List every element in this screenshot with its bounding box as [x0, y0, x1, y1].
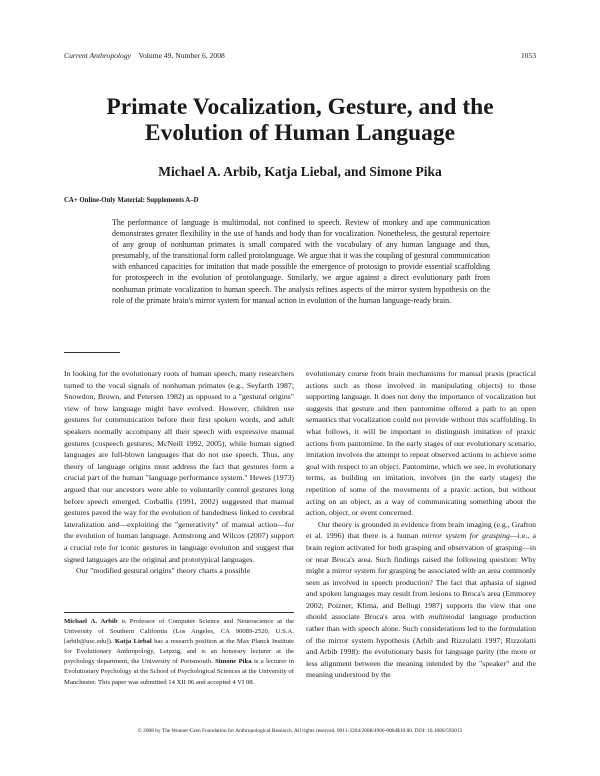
- emphasis: multimodal: [428, 612, 465, 622]
- body-paragraph: [306, 519, 536, 681]
- body-paragraph: In looking for the evolutionary roots of human speech, many researchers turned to the vocal signals of nonhuman primates (e.g., Seyfarth 1987; Snowdon, Brown, and Petersen 1982) as opposed to a "gestural origins" view of how language might have evolved. However, children use gestures for communication before their first spoken words, and adult speakers normally accompany all their speech with expressive manual gestures (cospeech gestures; McNeill 1992, 2005), while human signed languages are full-blown languages that do not use speech. Thus, any theory of language origins must address the fact that gestures form a crucial part of the human "language performance system." Hewes (1973) argued that our ancestors were able to voluntarily control gestures long before speech emerged. Corballis (1991, 2002) suggested that manual gestures paved the way for the evolution of handedness linked to cerebral lateralization and—exploiting the "generativity" of manual action—for the evolution of human language. Armstrong and Wilcox (2007) support a crucial role for iconic gestures in language evolution and suggest that signed languages are the original and prototypical languages.: [64, 369, 294, 564]
- text-run: Our theory is grounded in evidence from brain imaging (e.g., Grafton et al. 1996) that there is a human: [306, 519, 536, 541]
- title-line-1: Primate Vocalization, Gesture, and the: [106, 94, 494, 120]
- running-head: [64, 51, 536, 60]
- bio-text: is a lecturer in Evolutionary Psychology at the School of Psychological Sciences at the University of Manchester. This paper was submitted 14 XII 06 and accepted 4 VI 08.: [64, 658, 294, 686]
- volume-info: Volume 49, Number 6, 2008: [138, 51, 225, 60]
- article-title: [40, 94, 560, 146]
- author-name: Simone Pika: [215, 658, 252, 666]
- supplement-note: CA+ Online-Only Material: Supplements A–D: [64, 197, 199, 204]
- author-name: Michael A. Arbib: [64, 618, 118, 625]
- text-run: language production rather than with speech alone. Such considerations led to the formulation of the mirror system hypothesis (Arbib and Rizzolatti 1997; Rizzolatti and Arbib 1998): the evolutionary basis for language parity (the more or less alignment between the meaning intended by the "speaker" and the meaning understood by the: [306, 612, 537, 680]
- title-line-2: Evolution of Human Language: [144, 120, 456, 146]
- footnote-divider: [64, 612, 294, 613]
- journal-name: Current Anthropology: [64, 51, 132, 60]
- page-number: 1053: [520, 51, 536, 60]
- bio-text: is Professor of Computer Science and Neuroscience at the University of Southern California (Los Angeles, CA 90089-2520, U.S.A. [arbib@usc.edu]).: [64, 618, 295, 646]
- text-run: —i.e., a brain region activated for both grasping and observation of grasping—in or near Broca's area. Such findings raised the following question: Why might a mirror system for grasping be associated with an area commonly seen as involved in speech production? The fact that aphasia of signed and spoken languages may result from lesions to Broca's area (Emmorey 2002; Poizner, Klima, and Bellugi 1987) supports the view that one should associate Broca's area with: [306, 531, 536, 622]
- author-name: Katja Liebal: [114, 638, 152, 646]
- author-bio: [64, 617, 294, 688]
- author-list: Michael A. Arbib, Katja Liebal, and Simone Pika: [158, 164, 442, 179]
- body-column-left: [64, 368, 294, 577]
- copyright-footer: © 2008 by The Wenner-Gren Foundation for Anthropological Research. All rights reserved. 0011-3204/2008/4906-0004$10.00. DOI: 10.1086/593015: [137, 728, 463, 734]
- abstract: The performance of language is multimodal, not confined to speech. Review of monkey and ape communication demonstrates greater flexibility in the use of hands and body than for vocalization. Nonetheless, the gestural repertoire of any group of nonhuman primates is small compared with the vocabulary of any human language and thus, presumably, of the transitional form called protolanguage. We argue that it was the coupling of gestural communication with enhanced capacities for imitation that made possible the emergence of protosign to provide essential scaffolding for protospeech in the evolution of protolanguage. Similarly, we argue against a direct evolutionary path from nonhuman primate vocalization to human speech. The analysis refines aspects of the mirror system hypothesis on the role of the primate brain's mirror system for manual action in evolution of the human language-ready brain.: [112, 218, 490, 305]
- section-divider: [64, 352, 120, 353]
- emphasis: mirror system for grasping: [421, 531, 510, 541]
- bio-text: has a research position at the Max Planck Institute for Evolutionary Anthropology, Leipzig, and is an honorary lecturer at the psychology department, the University of Portsmouth.: [64, 638, 294, 666]
- body-paragraph: evolutionary course from brain mechanisms for manual praxis (practical actions such as those involved in manipulating objects) to those supporting language. It does not deny the importance of vocalization but suggests that gesture and then pantomime offered a path to an open semantics that vocalization could not provide without this scaffolding. In what follows, it will be important to distinguish imitation of praxic actions from pantomime. In the early stages of our evolutionary scenario, imitation involves the attempt to repeat observed actions to achieve some goal with respect to an object. Pantomime, which we see, in evolutionary terms, as building on imitation, involves (in the early stages) the repetition of some of the movements of a praxic action, but without acting on an object, as a way of communicating something about the action, object, or event concerned.: [306, 369, 536, 518]
- body-paragraph: Our "modified gestural origins" theory charts a possible: [76, 566, 251, 576]
- body-column-right: [306, 368, 536, 681]
